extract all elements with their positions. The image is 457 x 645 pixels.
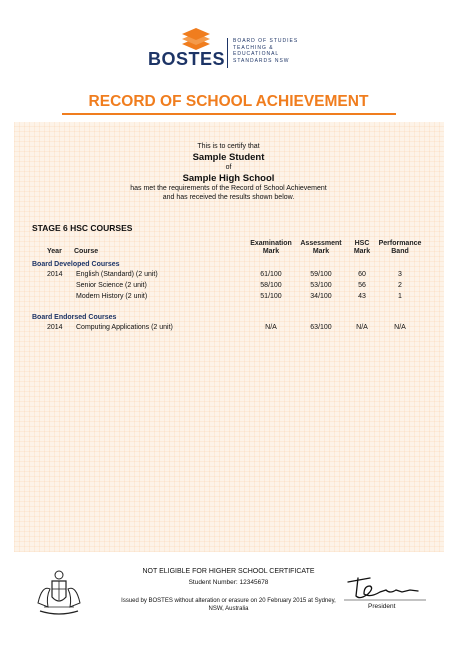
cell-course: Computing Applications (2 unit) (76, 324, 173, 331)
table-row (0, 324, 457, 335)
logo-tagline-line: EDUCATIONAL (233, 51, 280, 57)
logo-tagline (233, 38, 323, 64)
cell-assessment: 63/100 (310, 324, 332, 331)
header-exam-mark (245, 240, 297, 256)
header-line: Mark (353, 248, 371, 255)
header-course: Course (74, 248, 99, 255)
signature-icon (340, 572, 430, 604)
cell-exam: 51/100 (260, 293, 282, 300)
cell-exam: 61/100 (260, 271, 282, 278)
header-year: Year (47, 248, 62, 255)
certify-requirements: has met the requirements of the Record of School Achievement (130, 185, 327, 192)
header-line: Band (391, 248, 409, 255)
school-name: Sample High School (182, 173, 275, 184)
header-hsc-mark (347, 240, 377, 256)
cell-assessment: 53/100 (310, 282, 332, 289)
title-underline (62, 113, 396, 115)
issue-line: NSW, Australia (208, 606, 249, 612)
header-line: HSC (354, 240, 370, 247)
logo-tagline-line: TEACHING & (233, 44, 274, 51)
logo-wordmark: BOSTES (148, 49, 226, 69)
cell-hsc: N/A (356, 324, 368, 331)
cell-course: English (Standard) (2 unit) (76, 271, 158, 278)
cell-year: 2014 (47, 271, 63, 278)
cell-year: 2014 (47, 324, 63, 331)
signatory-title: President (368, 603, 396, 610)
cell-exam: 58/100 (260, 282, 282, 289)
header-line: Mark (312, 248, 330, 255)
table-row (0, 293, 457, 304)
cell-hsc: 60 (358, 271, 366, 278)
section-title: STAGE 6 HSC COURSES (32, 223, 133, 233)
student-name: Sample Student (192, 152, 265, 163)
cell-band: 3 (398, 271, 402, 278)
logo-divider (227, 38, 228, 68)
group-board-endorsed: Board Endorsed Courses (32, 314, 117, 321)
cell-exam: N/A (265, 324, 277, 331)
document-title: RECORD OF SCHOOL ACHIEVEMENT (88, 93, 369, 110)
cell-band: 2 (398, 282, 402, 289)
cell-hsc: 56 (358, 282, 366, 289)
header-performance-band (375, 240, 425, 256)
table-row (0, 271, 457, 282)
header-line: Examination (250, 240, 292, 247)
certify-results: and has received the results shown below. (162, 194, 295, 201)
student-number: Student Number: 12345678 (188, 579, 269, 586)
cell-hsc: 43 (358, 293, 366, 300)
table-row (0, 282, 457, 293)
header-line: Assessment (300, 240, 342, 247)
cell-band: 1 (398, 293, 402, 300)
header-line: Performance (378, 240, 422, 247)
logo-tagline-line: STANDARDS NSW (233, 57, 290, 64)
logo-tagline-line: BOARD OF STUDIES (233, 38, 299, 44)
cell-assessment: 34/100 (310, 293, 332, 300)
group-board-developed: Board Developed Courses (32, 261, 120, 268)
certify-intro: This is to certify that (197, 143, 260, 150)
stacked-books-icon (176, 28, 214, 50)
header-assessment-mark (296, 240, 346, 256)
eligibility-notice: NOT ELIGIBLE FOR HIGHER SCHOOL CERTIFICATE (142, 568, 315, 575)
certify-of: of (225, 164, 232, 171)
cell-course: Modern History (2 unit) (76, 293, 148, 300)
header-line: Mark (262, 248, 280, 255)
cell-band: N/A (394, 324, 406, 331)
cell-course: Senior Science (2 unit) (76, 282, 147, 289)
cell-assessment: 59/100 (310, 271, 332, 278)
issue-line: Issued by BOSTES without alteration or erasure on 20 February 2015 at Sydney, (121, 598, 336, 604)
bostes-logo (148, 28, 318, 74)
